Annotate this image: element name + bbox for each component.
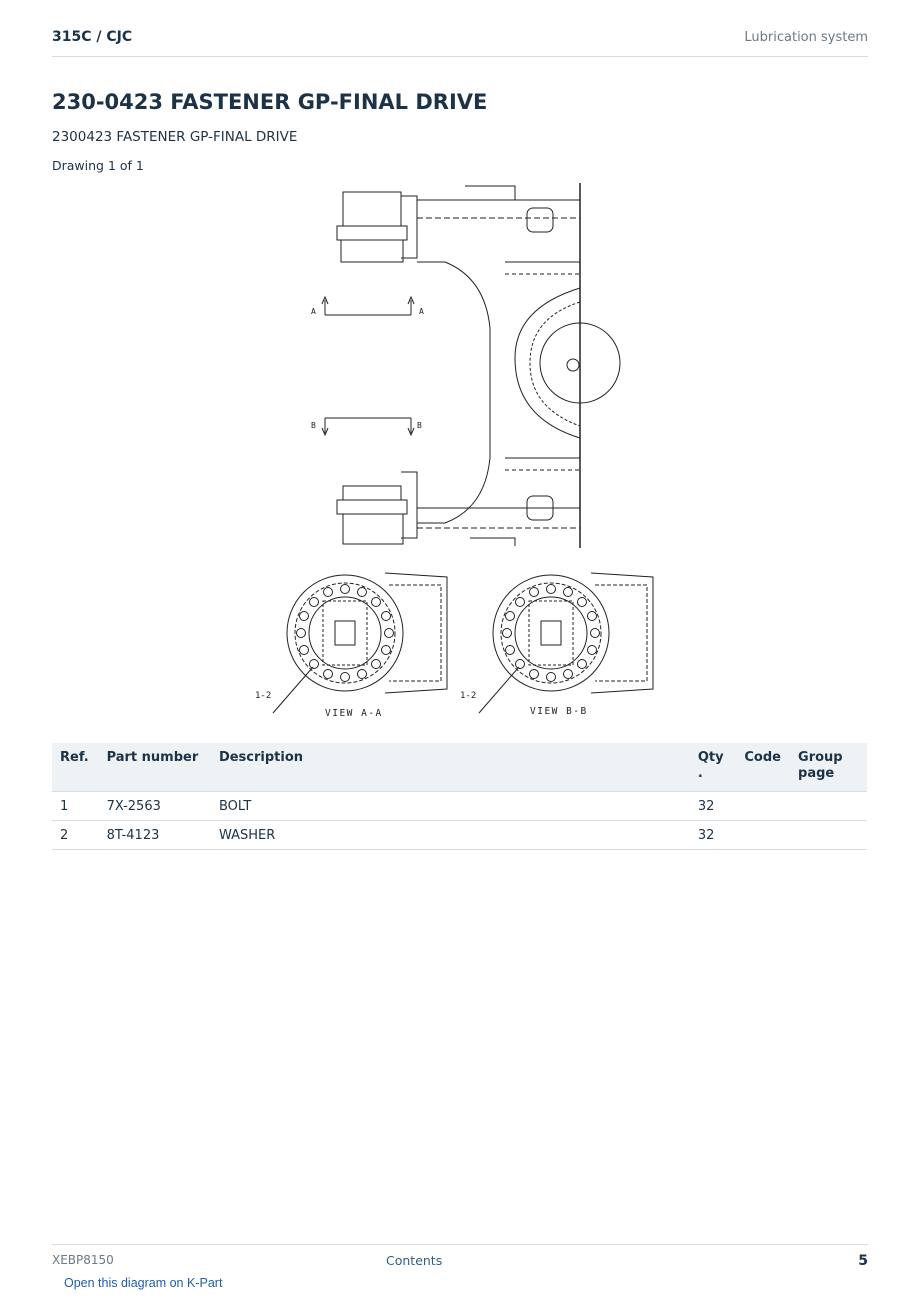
cell-qty: 32	[690, 821, 737, 850]
cell-ref: 1	[52, 792, 99, 821]
col-qty: Qty .	[690, 743, 737, 792]
contents-link[interactable]: Contents	[386, 1253, 443, 1268]
view-b-label: VIEW B-B	[530, 706, 588, 717]
doc-id: XEBP8150	[52, 1253, 114, 1267]
cell-description: BOLT	[211, 792, 690, 821]
cell-group-page	[790, 792, 867, 821]
cell-code	[736, 792, 790, 821]
page-title: 230-0423 FASTENER GP-FINAL DRIVE	[52, 90, 488, 114]
marker-a-right: A	[419, 307, 424, 316]
housing-drawing	[322, 183, 620, 548]
view-a-label: VIEW A-A	[325, 708, 383, 719]
cell-qty: 32	[690, 792, 737, 821]
page-header	[52, 28, 868, 57]
model-label: 315C / CJC	[52, 29, 133, 45]
callout-left: 1-2	[255, 691, 272, 701]
table-row	[52, 792, 867, 821]
drawing-label: Drawing 1 of 1	[52, 158, 144, 173]
marker-b-left: B	[311, 421, 316, 430]
callout-right: 1-2	[460, 691, 477, 701]
col-ref: Ref.	[52, 743, 99, 792]
cell-group-page	[790, 821, 867, 850]
cell-description: WASHER	[211, 821, 690, 850]
table-row	[52, 821, 867, 850]
page-footer	[52, 1244, 868, 1275]
col-part-number: Part number	[99, 743, 211, 792]
marker-a-left: A	[311, 307, 316, 316]
cell-code	[736, 821, 790, 850]
table-header-row	[52, 743, 867, 792]
cell-ref: 2	[52, 821, 99, 850]
col-group-page: Group page	[790, 743, 867, 792]
view-a-drawing	[273, 573, 447, 713]
marker-b-right: B	[417, 421, 422, 430]
col-code: Code	[736, 743, 790, 792]
view-b-drawing	[479, 573, 653, 713]
parts-diagram	[245, 178, 675, 723]
cell-part-number: 7X-2563	[99, 792, 211, 821]
open-diagram-link[interactable]: Open this diagram on K-Part	[64, 1276, 223, 1290]
cell-part-number: 8T-4123	[99, 821, 211, 850]
parts-table	[52, 743, 867, 850]
page-number: 5	[858, 1253, 868, 1269]
section-label: Lubrication system	[744, 30, 868, 45]
page-subtitle: 2300423 FASTENER GP-FINAL DRIVE	[52, 129, 298, 145]
col-description: Description	[211, 743, 690, 792]
